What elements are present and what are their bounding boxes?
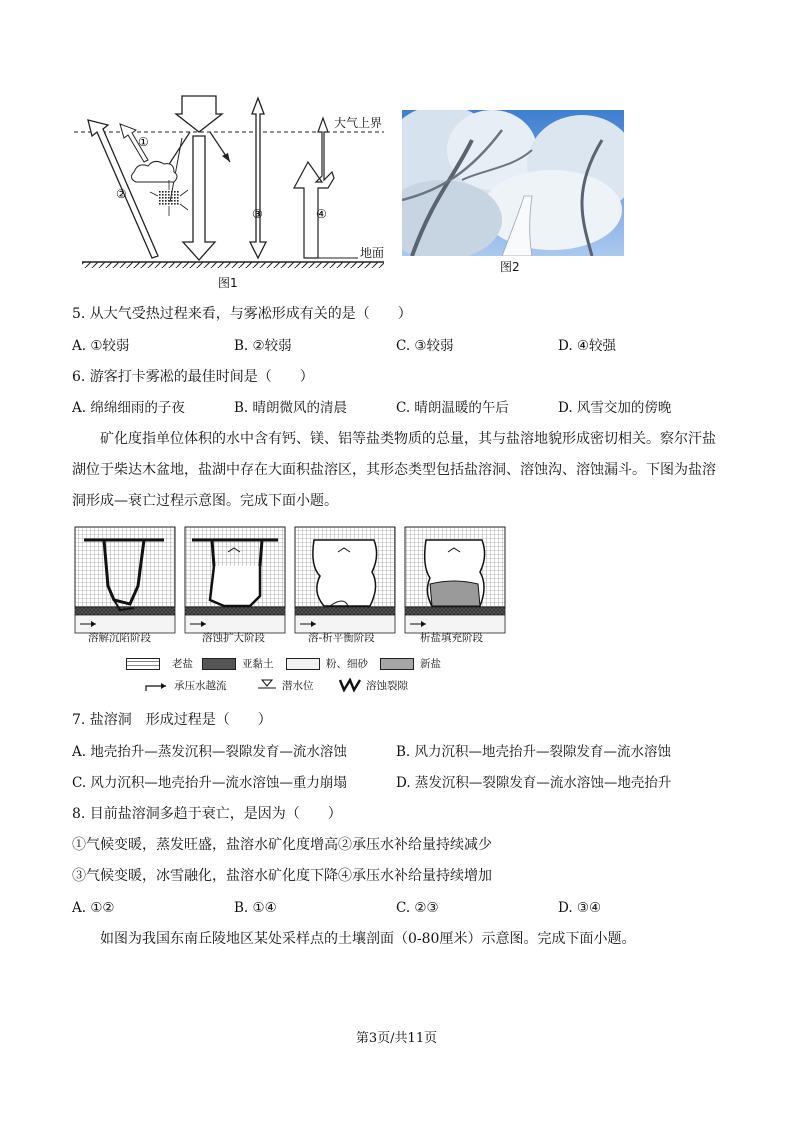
q8-option-a[interactable]: A. ①② <box>72 900 115 916</box>
stage-3-panel <box>295 527 395 633</box>
legend-swatch-new-salt <box>380 658 414 670</box>
stage-2-panel <box>185 527 285 633</box>
rime-photo <box>402 110 624 256</box>
q8-option-d[interactable]: D. ③④ <box>558 900 602 916</box>
q5-option-a[interactable]: A. ①较弱 <box>72 338 130 354</box>
q6-option-d[interactable]: D. 风雪交加的傍晚 <box>558 400 672 416</box>
stage-1-label: 溶解沉陷阶段 <box>88 632 151 644</box>
marker-4: ④ <box>316 207 327 221</box>
figure-1 <box>72 92 392 292</box>
q8-statements-line-1: ①气候变暖，蒸发旺盛，盐溶水矿化度增高②承压水补给量持续减少 <box>72 837 492 853</box>
label-atmosphere-top: 大气上界 <box>334 116 383 130</box>
q8-option-b[interactable]: B. ①④ <box>234 900 277 916</box>
question-7-stem: 7. 盐溶洞 形成过程是（ ） <box>72 712 272 728</box>
stage-4-label: 析盐填充阶段 <box>420 632 483 644</box>
q6-option-b[interactable]: B. 晴朗微风的清晨 <box>234 400 348 416</box>
q5-option-c[interactable]: C. ③较弱 <box>396 338 454 354</box>
figure-3: 溶解沉陷阶段 溶蚀扩大阶段 溶-析平衡阶段 析盐填充阶段 老盐 亚黏土 粉、细砂 新盐 承压水越流 潜水位 溶蚀裂隙 <box>74 526 506 694</box>
q7-option-d[interactable]: D. 蒸发沉积—裂隙发育—流水溶蚀—地壳抬升 <box>396 775 672 791</box>
q5-option-d[interactable]: D. ④较强 <box>558 338 617 354</box>
marker-1: ① <box>138 135 149 149</box>
question-8-stem: 8. 目前盐溶洞多趋于衰亡，是因为（ ） <box>72 806 342 822</box>
stage-3-label: 溶-析平衡阶段 <box>308 632 375 644</box>
q8-option-c[interactable]: C. ②③ <box>396 900 439 916</box>
salt-cave-stages-diagram <box>74 526 506 644</box>
passage-salt-karst: 矿化度指单位体积的水中含有钙、镁、铝等盐类物质的总量，其与盐溶地貌形成密切相关。察尔汗盐湖位于柴达木盆地，盐湖中存在大面积盐溶区，其形态类型包括盐溶洞、溶蚀沟、溶蚀漏斗。下图为盐溶洞形成—衰亡过程示意图。完成下面小题。 <box>72 431 716 509</box>
stage-2-label: 溶蚀扩大阶段 <box>202 632 265 644</box>
marker-2: ② <box>116 187 127 201</box>
stage-4-panel <box>405 527 505 633</box>
q7-option-c[interactable]: C. 风力沉积—地壳抬升—流水溶蚀—重力崩塌 <box>72 775 347 791</box>
water-table-icon <box>256 678 278 692</box>
q7-option-b[interactable]: B. 风力沉积—地壳抬升—裂隙发育—流水溶蚀 <box>396 744 672 760</box>
marker-3: ③ <box>252 207 263 221</box>
fissure-icon <box>338 678 366 692</box>
q8-statements-line-2: ③气候变暖，冰雪融化，盐溶水矿化度下降④承压水补给量持续增加 <box>72 868 492 884</box>
figure-2-caption: 图2 <box>500 260 520 274</box>
legend-swatch-clay <box>202 658 236 670</box>
page-number: 第3页/共11页 <box>355 1031 438 1046</box>
passage-soil-profile: 如图为我国东南丘陵地区某处采样点的土壤剖面（0-80厘米）示意图。完成下面小题。 <box>100 931 636 947</box>
artesian-flow-icon <box>144 678 170 692</box>
q6-option-c[interactable]: C. 晴朗温暖的午后 <box>396 400 509 416</box>
legend-swatch-sand <box>286 658 320 670</box>
question-5-stem: 5. 从大气受热过程来看，与雾凇形成有关的是（ ） <box>72 306 412 322</box>
figure-2 <box>402 110 624 278</box>
question-6-stem: 6. 游客打卡雾凇的最佳时间是（ ） <box>72 369 314 385</box>
stage-1-panel <box>75 527 175 633</box>
q5-option-b[interactable]: B. ②较弱 <box>234 338 292 354</box>
legend-swatch-old-salt <box>126 658 160 670</box>
q6-option-a[interactable]: A. 绵绵细雨的子夜 <box>72 400 185 416</box>
q7-option-a[interactable]: A. 地壳抬升—蒸发沉积—裂隙发育—流水溶蚀 <box>72 744 347 760</box>
figure-1-caption: 图1 <box>218 276 238 290</box>
label-ground: 地面 <box>360 246 385 260</box>
